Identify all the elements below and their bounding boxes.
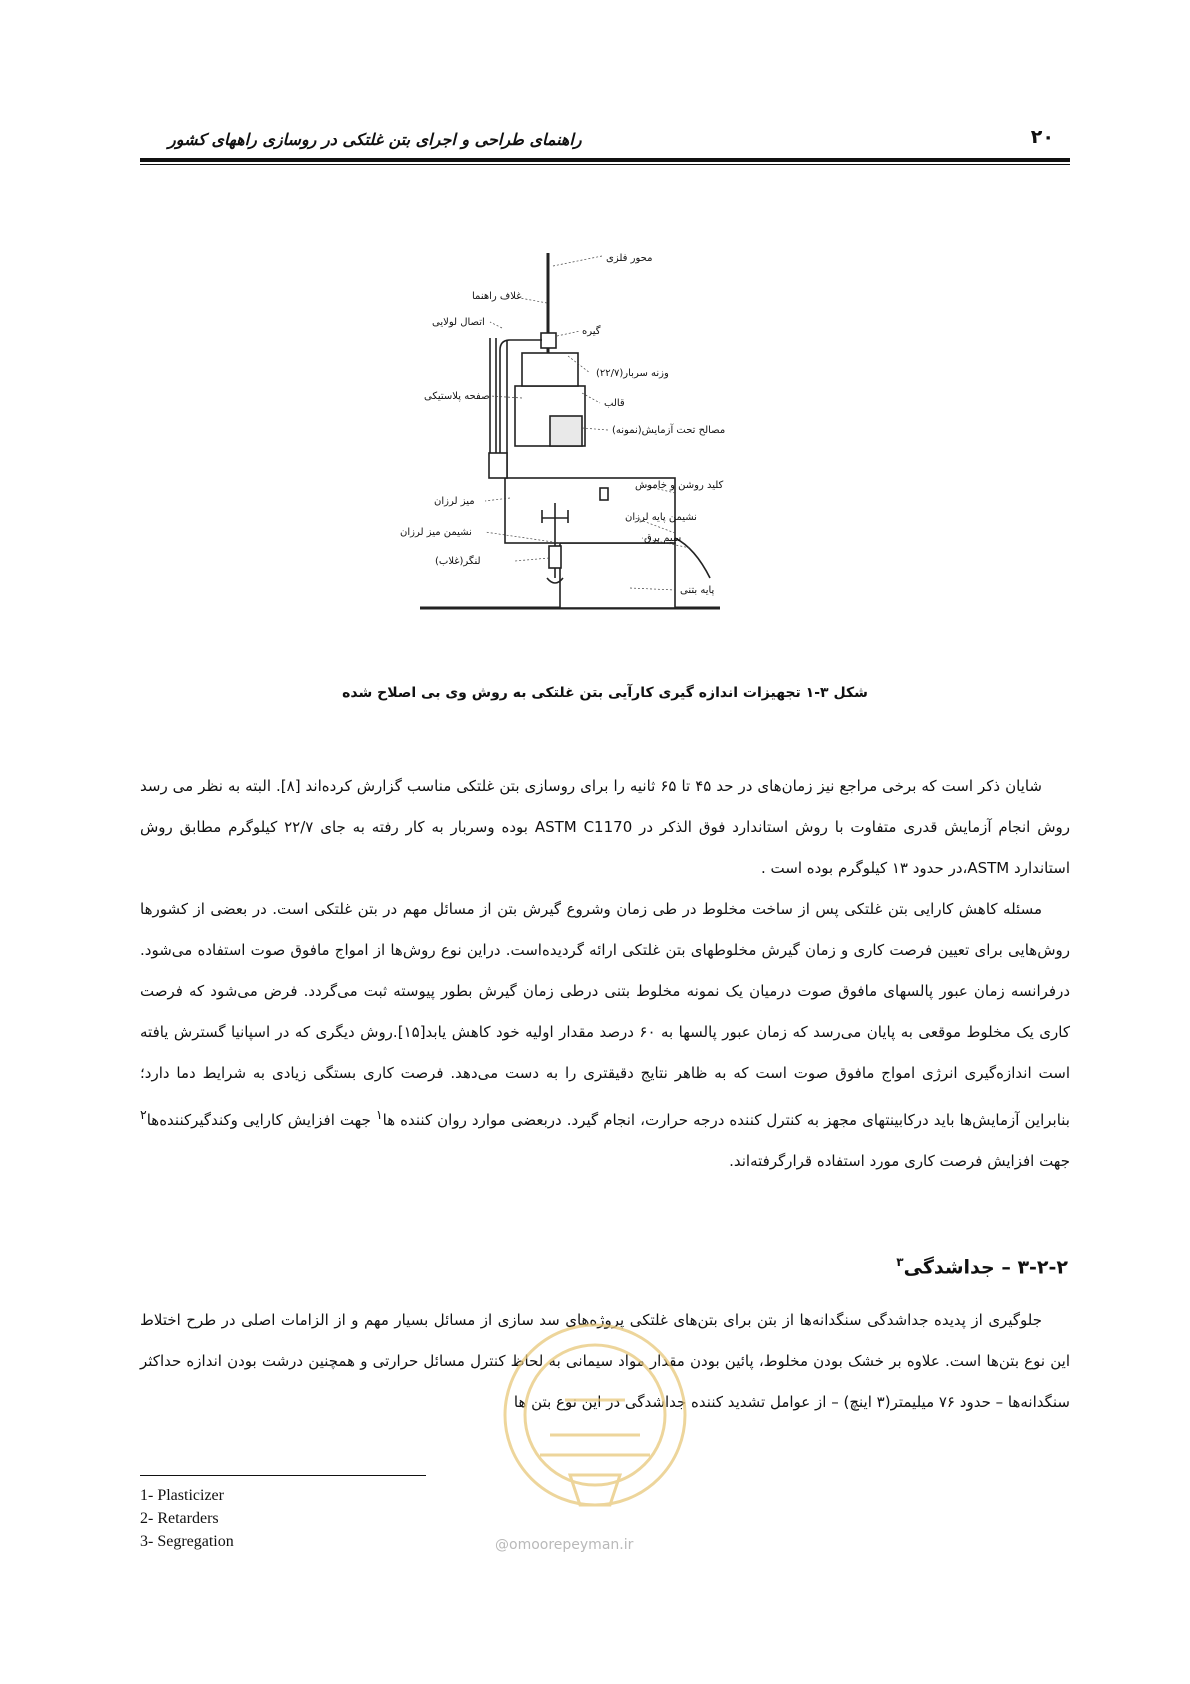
label-mold: قالب xyxy=(604,398,625,409)
header-rule-thin xyxy=(140,164,1070,165)
watermark-url: @omoorepeyman.ir xyxy=(495,1537,634,1553)
section-heading xyxy=(896,1255,1068,1278)
watermark-seal xyxy=(470,1305,720,1535)
page-header xyxy=(140,126,1070,162)
paragraph-2-text xyxy=(140,889,1070,1182)
label-concrete-base: پایه بتنی xyxy=(680,585,715,596)
header-rule xyxy=(140,158,1070,162)
label-surcharge: وزنه سربار(۲۲/۷) xyxy=(596,368,669,379)
label-test-material: مصالح تحت آزمایش(نمونه) xyxy=(612,425,726,436)
label-vibrator-base-seat: نشیمن پایه لرزان xyxy=(625,512,697,523)
label-anchor: لنگر(غلاب) xyxy=(435,556,481,567)
label-power-cord: سیم برق xyxy=(644,533,682,544)
section-heading-text: ۳-۲-۲ – جداشدگی xyxy=(903,1256,1068,1279)
figure-caption: شکل ۳-۱ تجهیزات اندازه گیری کارآیی بتن غلتکی به روش وی بی اصلاح شده xyxy=(342,685,868,701)
label-clamp: گیره xyxy=(582,326,601,337)
label-vibrating-table-seat: نشیمن میز لرزان xyxy=(400,527,472,538)
page-number: ۲۰ xyxy=(1030,126,1054,148)
footnote-rule xyxy=(140,1475,426,1476)
footnote-1: 1- Plasticizer xyxy=(140,1487,224,1504)
paragraph-2-main: مسئله کاهش کارایی بتن غلتکی پس از ساخت مخلوط در طی زمان وشروع گیرش بتن از مسائل مهم در بتن غلتکی است. در بعضی از کشورها روش‌هایی برای تعیین فرصت کاری و زمان گیرش مخلوطهای بتن غلتکی ارائه گردیده‌است. دراین نوع روش‌ها از امواج مافوق صوت استفاده می‌شود. درفرانسه زمان عبور پالسهای مافوق صوت درمیان یک نمونه مخلوط بتنی درطی زمان گیرش بطور پیوسته ثبت می‌گردد. فرض می‌شود که فرصت کاری یک مخلوط موقعی به پایان می‌رسد که زمان عبور پالسها به ۶۰ درصد مقدار اولیه خود کاهش یابد[۱۵].روش دیگری که در اسپانیا گسترش یافته است اندازه‌گیری انرژی امواج مافوق صوت است که به ظاهر نتایج دقیقتری را به دست می‌دهد. فرصت کاری بستگی زیادی به شرایط دما دارد؛ بنابراین آزمایش‌ها باید درکابینتهای مجهز به کنترل کننده درجه حرارت، انجام گیرد. دربعضی موارد روان کننده ها xyxy=(140,900,1070,1129)
footnotes xyxy=(140,1484,234,1553)
footnote-ref-2: ۲ xyxy=(140,1107,147,1122)
label-guide-sleeve: غلاف راهنما xyxy=(472,291,522,302)
footnote-ref-1: ۱ xyxy=(375,1107,383,1122)
footnote-2: 2- Retarders xyxy=(140,1510,219,1527)
vebe-apparatus-figure xyxy=(400,248,790,658)
label-plastic-plate: صفحه پلاستیکی xyxy=(424,391,490,402)
paragraph-1 xyxy=(140,766,1070,889)
label-hinge-joint: اتصال لولایی xyxy=(432,317,485,328)
paragraph-2 xyxy=(140,889,1070,1182)
label-switch: کلید روشن و خاموش xyxy=(635,480,724,491)
running-title: راهنمای طراحی و اجرای بتن غلتکی در روسازی راههای کشور xyxy=(168,130,582,149)
footnote-ref-3: ۳ xyxy=(896,1255,904,1269)
label-vibrating-table: میز لرزان xyxy=(434,496,475,507)
footnote-3: 3- Segregation xyxy=(140,1533,234,1550)
paragraph-3-text: جلوگیری از پدیده جداشدگی سنگدانه‌ها از بتن برای بتن‌های غلتکی پروژه‌های سد سازی از مسائل بسیار مهم و از الزامات اصلی در طرح اختلاط این نوع بتن‌ها است. علاوه بر خشک بودن مخلوط، پائین بودن مقدار مواد سیمانی به لحاظ کنترل مسائل حرارتی و همچنین درشت بودن اندازه حداکثر سنگدانه‌ها – حدود ۷۶ میلیمتر(۳ اینچ) – از عوامل تشدید کننده جداشدگی در این نوع بتن ها xyxy=(140,1311,1070,1411)
paragraph-2-mid: جهت افزایش کارایی وکندگیرکننده‌ها xyxy=(146,1111,376,1129)
apparatus-diagram xyxy=(400,248,790,658)
label-metal-shaft: محور فلزی xyxy=(606,253,653,264)
paragraph-2-end: جهت افزایش فرصت کاری مورد استفاده قرارگرفته‌اند. xyxy=(729,1152,1070,1170)
paragraph-1-text: شایان ذکر است که برخی مراجع نیز زمان‌های در حد ۴۵ تا ۶۵ ثانیه را برای روسازی بتن غلتکی مناسب گزارش کرده‌اند [۸]. البته به نظر می رسد روش انجام آزمایش قدری متفاوت با روش استاندارد فوق الذکر در ASTM C1170 بوده وسربار به کار رفته به جای ۲۲/۷ کیلوگرم مطابق روش استاندارد ASTM،در حدود ۱۳ کیلوگرم بوده است . xyxy=(140,777,1070,877)
